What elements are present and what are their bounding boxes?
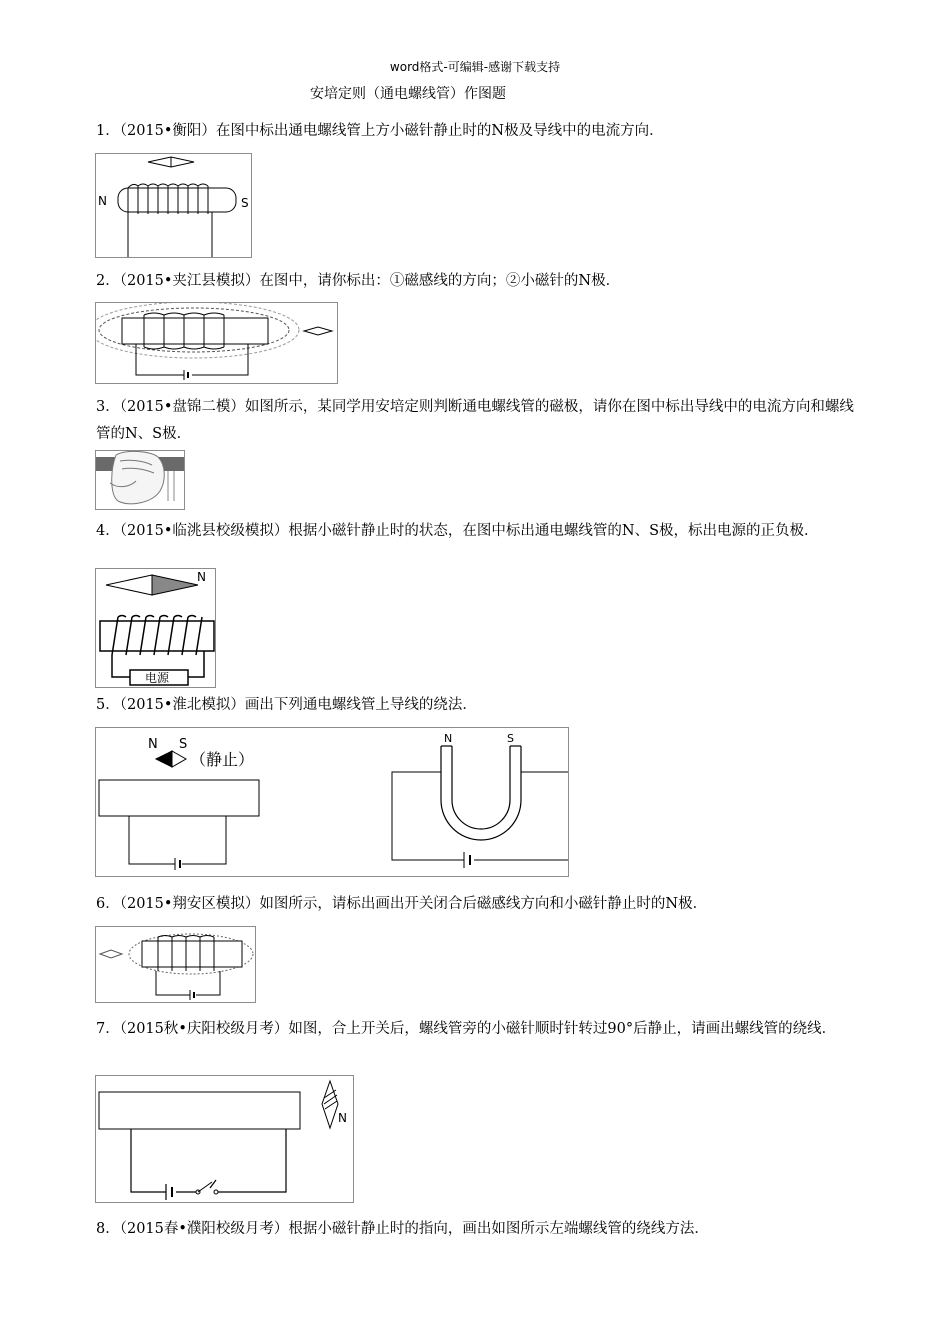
solenoid-core [118, 188, 236, 212]
n-pole-label: N [148, 737, 158, 752]
question-5-text: 5．（2015•淮北模拟）画出下列通电螺线管上导线的绕法． [96, 697, 477, 713]
coil-wires [168, 471, 174, 501]
question-4-text: 4．（2015•临洮县校级模拟）根据小磁针静止时的状态，在图中标出通电螺线管的N、S极，标出电源的正负极． [96, 523, 819, 539]
circuit-wires [131, 1129, 286, 1200]
compass-needle-icon [100, 950, 122, 958]
question-7-figure [95, 1075, 354, 1203]
switch-icon [196, 1182, 218, 1194]
page-header: word格式-可编辑-感谢下载支持 [389, 60, 561, 74]
compass-needle-icon [322, 1081, 338, 1128]
compass-needle-icon [148, 157, 194, 167]
question-4-figure [95, 568, 216, 688]
circuit-wires [128, 212, 212, 257]
circuit-wires [129, 816, 226, 870]
u-magnet-n-label: N [444, 732, 453, 745]
question-8-text: 8．（2015春•濮阳校级月考）根据小磁针静止时的指向，画出如图所示左端螺线管的绕线方法． [96, 1221, 709, 1237]
solenoid-core [142, 941, 242, 967]
compass-needle-icon [304, 327, 332, 335]
question-3-figure [95, 450, 185, 510]
compass-needle-icon [106, 575, 198, 595]
question-2-text: 2．（2015•夹江县模拟）在图中，请你标出：①磁感线的方向；②小磁针的N极． [96, 273, 621, 289]
u-shaped-magnet [441, 746, 521, 840]
still-label: （静止） [190, 750, 255, 769]
question-6-figure [95, 926, 256, 1003]
compass-needle-icon [156, 751, 186, 767]
question-5-figure [95, 727, 569, 877]
n-pole-label: N [98, 194, 107, 208]
solenoid-core [99, 780, 259, 816]
power-source-label: 电源 [145, 671, 170, 685]
question-7-text: 7．（2015秋•庆阳校级月考）如图，合上开关后，螺线管旁的小磁针顺时针转过90°后静止，请画出螺线管的绕线． [96, 1021, 837, 1037]
solenoid-core [99, 1092, 300, 1129]
n-pole-label: N [197, 570, 206, 584]
circuit-wires [392, 772, 568, 868]
circuit-wires [156, 971, 220, 1000]
question-6-text: 6．（2015•翔安区模拟）如图所示，请标出画出开关闭合后磁感线方向和小磁针静止时的N极． [96, 896, 708, 912]
n-pole-label: N [338, 1111, 347, 1125]
document-title: 安培定则（通电螺线管）作图题 [310, 86, 506, 102]
hand-icon [110, 451, 164, 503]
s-pole-label: S [241, 196, 249, 210]
question-3-text: 3．（2015•盘锦二模）如图所示，某同学用安培定则判断通电螺线管的磁极，请你在图中标出导线中的电流方向和螺线管的N、S极． [96, 399, 854, 442]
question-2-figure [95, 302, 338, 384]
s-pole-label: S [179, 737, 188, 752]
question-1-text: 1．（2015•衡阳）在图中标出通电螺线管上方小磁针静止时的N极及导线中的电流方向． [96, 123, 664, 139]
u-magnet-s-label: S [507, 732, 514, 745]
question-1-figure [95, 153, 252, 258]
